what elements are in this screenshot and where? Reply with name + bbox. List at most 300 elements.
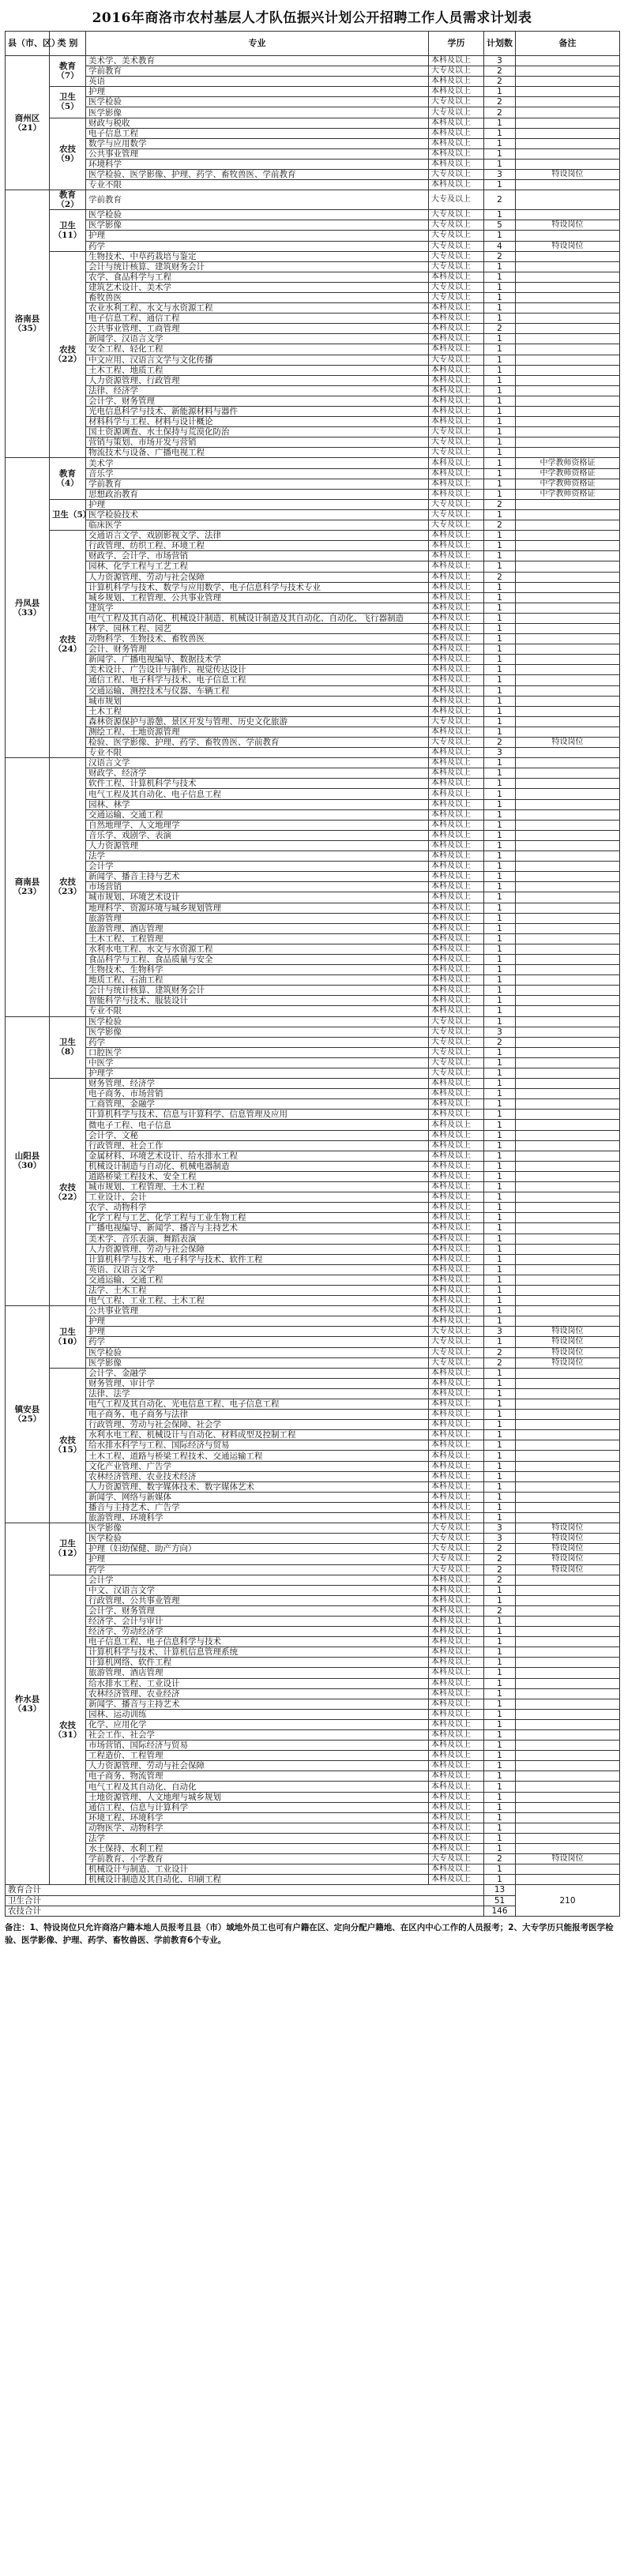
- major-cell: 人力资源管理、劳动与社会保障: [86, 1761, 429, 1771]
- major-cell: 护理: [86, 87, 429, 97]
- note-cell: 特设岗位: [516, 1523, 620, 1534]
- plan-count-cell: 1: [484, 923, 516, 933]
- education-cell: 本科及以上: [429, 634, 484, 644]
- table-row: [6, 407, 620, 417]
- plan-count-cell: 1: [484, 1223, 516, 1234]
- table-row: [6, 1120, 620, 1130]
- plan-count-cell: 2: [484, 1544, 516, 1554]
- note-cell: [516, 696, 620, 706]
- education-cell: 大专及以上: [429, 427, 484, 437]
- major-cell: 美术设计、广告设计与制作、视觉传达设计: [86, 665, 429, 675]
- plan-count-cell: 1: [484, 840, 516, 851]
- plan-count-cell: 1: [484, 1234, 516, 1244]
- note-cell: [516, 407, 620, 417]
- table-row: [6, 1481, 620, 1492]
- major-cell: 数学与应用数学: [86, 138, 429, 148]
- plan-count-cell: 1: [484, 509, 516, 520]
- education-cell: 大专及以上: [429, 1854, 484, 1864]
- major-cell: 新闻学、播音与主持艺术: [86, 1699, 429, 1709]
- plan-count-cell: 1: [484, 1844, 516, 1854]
- note-cell: [516, 1761, 620, 1771]
- note-cell: [516, 809, 620, 820]
- note-cell: [516, 840, 620, 851]
- plan-count-cell: 1: [484, 789, 516, 799]
- note-cell: 特设岗位: [516, 1854, 620, 1864]
- table-row: [6, 851, 620, 862]
- table-row: [6, 840, 620, 851]
- table-row: [6, 1047, 620, 1057]
- education-cell: 本科及以上: [429, 748, 484, 758]
- education-cell: 本科及以上: [429, 1203, 484, 1213]
- plan-count-cell: 1: [484, 1182, 516, 1192]
- plan-count-cell: 4: [484, 241, 516, 251]
- plan-count-cell: 1: [484, 292, 516, 302]
- plan-count-cell: 1: [484, 1430, 516, 1440]
- education-cell: 本科及以上: [429, 1792, 484, 1802]
- plan-count-cell: 2: [484, 572, 516, 582]
- note-cell: [516, 1120, 620, 1130]
- note-cell: [516, 944, 620, 954]
- note-cell: 特设岗位: [516, 220, 620, 231]
- plan-count-cell: 1: [484, 1461, 516, 1471]
- major-cell: 电气工程及其自动化、机械设计制造、机械设计制造及其自动化、自动化、飞行器制造: [86, 613, 429, 623]
- education-cell: 本科及以上: [429, 613, 484, 623]
- table-row: [6, 779, 620, 789]
- note-cell: [516, 56, 620, 66]
- major-cell: 安全工程、轻化工程: [86, 344, 429, 355]
- major-cell: 农学、动物科学: [86, 1203, 429, 1213]
- table-row: [6, 170, 620, 180]
- note-cell: 中学教师资格证: [516, 468, 620, 479]
- note-cell: [516, 789, 620, 799]
- header-category: 类 别: [50, 32, 86, 56]
- education-cell: 本科及以上: [429, 851, 484, 862]
- note-cell: [516, 231, 620, 241]
- category-cell: 农技 （15）: [50, 1368, 86, 1523]
- category-cell: 农技 （22）: [50, 251, 86, 458]
- plan-count-cell: 1: [484, 1658, 516, 1668]
- education-cell: 本科及以上: [429, 396, 484, 406]
- note-cell: [516, 851, 620, 862]
- plan-count-cell: 1: [484, 1595, 516, 1605]
- plan-count-cell: 1: [484, 1492, 516, 1502]
- table-row: [6, 1347, 620, 1357]
- major-cell: 电气工程、工业工程、土木工程: [86, 1296, 429, 1306]
- category-cell: 卫生 （8）: [50, 1016, 86, 1079]
- education-cell: 本科及以上: [429, 138, 484, 148]
- note-cell: [516, 913, 620, 923]
- note-cell: [516, 1875, 620, 1885]
- table-row: [6, 789, 620, 799]
- education-cell: 大专及以上: [429, 1357, 484, 1368]
- table-row: [6, 1864, 620, 1875]
- note-cell: [516, 437, 620, 448]
- education-cell: 大专及以上: [429, 1057, 484, 1068]
- education-cell: 本科及以上: [429, 1182, 484, 1192]
- education-cell: 本科及以上: [429, 975, 484, 986]
- major-cell: 软件工程、计算机科学与技术: [86, 779, 429, 789]
- major-cell: 新闻学、广播电视编导、数据技术学: [86, 655, 429, 665]
- county-cell: 镇安县 （25）: [6, 1306, 50, 1523]
- education-cell: 大专及以上: [429, 716, 484, 727]
- major-cell: 行政管理、公共事业管理: [86, 1595, 429, 1605]
- header-plan: 计划数: [484, 32, 516, 56]
- note-cell: [516, 1637, 620, 1647]
- table-row: [6, 1079, 620, 1089]
- note-cell: [516, 1492, 620, 1502]
- education-cell: 本科及以上: [429, 1709, 484, 1719]
- plan-count-cell: 1: [484, 665, 516, 675]
- table-row: [6, 996, 620, 1006]
- education-cell: 本科及以上: [429, 933, 484, 944]
- education-cell: 本科及以上: [429, 1110, 484, 1120]
- education-cell: 本科及以上: [429, 458, 484, 468]
- note-cell: [516, 87, 620, 97]
- major-cell: 电气工程及其自动化、电子信息工程: [86, 789, 429, 799]
- table-row: [6, 1254, 620, 1264]
- note-cell: [516, 1420, 620, 1430]
- education-cell: 本科及以上: [429, 779, 484, 789]
- education-cell: 本科及以上: [429, 727, 484, 737]
- education-cell: 本科及以上: [429, 324, 484, 334]
- table-row: [6, 1575, 620, 1585]
- plan-count-cell: 1: [484, 210, 516, 220]
- plan-count-cell: 1: [484, 1513, 516, 1523]
- note-cell: [516, 613, 620, 623]
- table-row: [6, 758, 620, 768]
- plan-count-cell: 1: [484, 344, 516, 355]
- education-cell: 本科及以上: [429, 1627, 484, 1637]
- major-cell: 中文、汉语言文学: [86, 1585, 429, 1595]
- category-cell: 教育 （4）: [50, 458, 86, 499]
- education-cell: 本科及以上: [429, 1171, 484, 1181]
- table-row: [6, 1492, 620, 1502]
- table-row: [6, 1234, 620, 1244]
- table-row: [6, 261, 620, 272]
- education-cell: 本科及以上: [429, 1595, 484, 1605]
- table-row: [6, 1523, 620, 1534]
- education-cell: 大专及以上: [429, 1047, 484, 1057]
- major-cell: 旅游管理、环境科学: [86, 1513, 429, 1523]
- education-cell: 本科及以上: [429, 758, 484, 768]
- plan-count-cell: 1: [484, 272, 516, 282]
- major-cell: 智能科学与技术、服装设计: [86, 996, 429, 1006]
- major-cell: 交通运输、测控技术与仪器、车辆工程: [86, 685, 429, 696]
- table-row: [6, 1213, 620, 1223]
- major-cell: 测绘工程、土地资源管理: [86, 727, 429, 737]
- note-cell: [516, 1285, 620, 1295]
- note-cell: [516, 1771, 620, 1782]
- table-row: [6, 1637, 620, 1647]
- education-cell: 本科及以上: [429, 1120, 484, 1130]
- major-cell: 医学影像: [86, 1027, 429, 1037]
- note-cell: [516, 965, 620, 975]
- major-cell: 电子商务、物流管理: [86, 1771, 429, 1782]
- major-cell: 交通运输、交通工程: [86, 1275, 429, 1285]
- plan-count-cell: 1: [484, 1782, 516, 1792]
- plan-count-cell: 1: [484, 365, 516, 375]
- major-cell: 水土保持、水利工程: [86, 1844, 429, 1854]
- table-row: [6, 292, 620, 302]
- table-row: [6, 1802, 620, 1812]
- education-cell: 本科及以上: [429, 1678, 484, 1688]
- major-cell: 人力资源管理、行政管理: [86, 375, 429, 385]
- plan-count-cell: 1: [484, 820, 516, 830]
- education-cell: 本科及以上: [429, 1130, 484, 1140]
- plan-count-cell: 1: [484, 1368, 516, 1378]
- plan-count-cell: 1: [484, 1730, 516, 1740]
- plan-count-cell: 1: [484, 1337, 516, 1347]
- table-row: [6, 458, 620, 468]
- plan-count-cell: 1: [484, 1440, 516, 1451]
- table-row: [6, 685, 620, 696]
- major-cell: 建筑学: [86, 603, 429, 613]
- major-cell: 护理: [86, 1327, 429, 1337]
- major-cell: 生物技术、中草药栽培与鉴定: [86, 251, 429, 261]
- note-cell: [516, 1027, 620, 1037]
- major-cell: 法学: [86, 851, 429, 862]
- education-cell: 本科及以上: [429, 820, 484, 830]
- note-cell: 中学教师资格证: [516, 479, 620, 489]
- plan-count-cell: 3: [484, 1534, 516, 1544]
- education-cell: 本科及以上: [429, 1719, 484, 1729]
- note-cell: [516, 572, 620, 582]
- education-cell: 大专及以上: [429, 220, 484, 231]
- major-cell: 会计与统计核算、建筑财务会计: [86, 986, 429, 996]
- plan-count-cell: 1: [484, 1130, 516, 1140]
- education-cell: 本科及以上: [429, 1668, 484, 1678]
- plan-count-cell: 2: [484, 324, 516, 334]
- education-cell: 本科及以上: [429, 1585, 484, 1595]
- plan-count-cell: 2: [484, 1037, 516, 1047]
- plan-count-cell: 1: [484, 799, 516, 809]
- education-cell: 本科及以上: [429, 551, 484, 561]
- note-cell: [516, 1605, 620, 1616]
- plan-count-cell: 3: [484, 56, 516, 66]
- major-cell: 计算机科学与技术、电子科学与技术、软件工程: [86, 1254, 429, 1264]
- note-cell: [516, 1678, 620, 1688]
- note-cell: [516, 954, 620, 964]
- note-cell: [516, 520, 620, 531]
- plan-count-cell: 1: [484, 1751, 516, 1761]
- education-cell: 本科及以上: [429, 1844, 484, 1854]
- major-cell: 护理学: [86, 1068, 429, 1079]
- major-cell: 园林、林学: [86, 799, 429, 809]
- table-row: [6, 107, 620, 118]
- note-cell: [516, 1802, 620, 1812]
- major-cell: 文化产业管理、广告学: [86, 1461, 429, 1471]
- plan-count-cell: 1: [484, 1833, 516, 1843]
- plan-count-cell: 1: [484, 1264, 516, 1275]
- education-cell: 本科及以上: [429, 913, 484, 923]
- table-row: [6, 738, 620, 748]
- major-cell: 医学检验、医学影像、护理、药学、畜牧兽医、学前教育: [86, 170, 429, 180]
- table-row: [6, 1430, 620, 1440]
- plan-count-cell: 1: [484, 1203, 516, 1213]
- major-cell: 农业水利工程、水文与水资源工程: [86, 303, 429, 314]
- note-cell: [516, 1823, 620, 1833]
- major-cell: 光电信息科学与技术、新能源材料与器件: [86, 407, 429, 417]
- major-cell: 中文应用、汉语言文学与文化传播: [86, 355, 429, 365]
- county-cell: 柞水县 （43）: [6, 1523, 50, 1885]
- table-row: [6, 1699, 620, 1709]
- total-value: 146: [484, 1906, 516, 1916]
- major-cell: 环境科学: [86, 159, 429, 169]
- plan-count-cell: 1: [484, 87, 516, 97]
- note-cell: [516, 1699, 620, 1709]
- category-cell: 卫生 （12）: [50, 1523, 86, 1575]
- major-cell: 电子商务、电子商务与法律: [86, 1410, 429, 1420]
- table-row: [6, 531, 620, 541]
- education-cell: 本科及以上: [429, 675, 484, 685]
- note-cell: [516, 799, 620, 809]
- note-cell: [516, 314, 620, 324]
- table-row: [6, 1337, 620, 1347]
- table-row: [6, 975, 620, 986]
- education-cell: 本科及以上: [429, 148, 484, 159]
- note-cell: [516, 396, 620, 406]
- major-cell: 自然地理学、人文地理学: [86, 820, 429, 830]
- note-cell: [516, 1688, 620, 1699]
- plan-count-cell: 1: [484, 1471, 516, 1481]
- plan-count-cell: 1: [484, 458, 516, 468]
- note-cell: [516, 1264, 620, 1275]
- table-row: [6, 665, 620, 675]
- major-cell: 社会工作、社会学: [86, 1730, 429, 1740]
- table-row: [6, 541, 620, 551]
- education-cell: 本科及以上: [429, 799, 484, 809]
- education-cell: 本科及以上: [429, 1285, 484, 1295]
- plan-count-cell: 1: [484, 385, 516, 396]
- plan-count-cell: 1: [484, 1171, 516, 1181]
- note-cell: [516, 261, 620, 272]
- education-cell: 大专及以上: [429, 282, 484, 292]
- note-cell: [516, 1585, 620, 1595]
- major-cell: 土木工程、地质工程: [86, 365, 429, 375]
- major-cell: 专业不限: [86, 1006, 429, 1016]
- table-row: [6, 954, 620, 964]
- education-cell: 本科及以上: [429, 1161, 484, 1171]
- major-cell: 旅游管理、酒店管理: [86, 1668, 429, 1678]
- note-cell: [516, 1223, 620, 1234]
- plan-count-cell: 1: [484, 180, 516, 190]
- plan-count-cell: 1: [484, 375, 516, 385]
- table-row: [6, 344, 620, 355]
- major-cell: 计算机网络、软件工程: [86, 1658, 429, 1668]
- table-row: [6, 1264, 620, 1275]
- education-cell: 大专及以上: [429, 107, 484, 118]
- table-row: [6, 210, 620, 220]
- plan-count-cell: 2: [484, 1357, 516, 1368]
- table-row: [6, 448, 620, 458]
- plan-count-cell: 1: [484, 706, 516, 716]
- education-cell: 本科及以上: [429, 954, 484, 964]
- education-cell: 本科及以上: [429, 531, 484, 541]
- table-row: [6, 727, 620, 737]
- table-row: [6, 655, 620, 665]
- education-cell: 大专及以上: [429, 1327, 484, 1337]
- education-cell: 大专及以上: [429, 1016, 484, 1027]
- major-cell: 机械设计制造与自动化、机械电器制造: [86, 1161, 429, 1171]
- table-row: [6, 1554, 620, 1564]
- plan-count-cell: 1: [484, 128, 516, 138]
- education-cell: 大专及以上: [429, 1027, 484, 1037]
- county-cell: 商州区 （21）: [6, 56, 50, 190]
- plan-count-cell: 1: [484, 231, 516, 241]
- major-cell: 电子商务、市场营销: [86, 1089, 429, 1099]
- table-row: [6, 1471, 620, 1481]
- plan-count-cell: 1: [484, 830, 516, 840]
- page-title: 2016年商洛市农村基层人才队伍振兴计划公开招聘工作人员需求计划表: [92, 10, 532, 26]
- note-cell: [516, 1110, 620, 1120]
- table-row: [6, 1792, 620, 1802]
- plan-count-cell: 1: [484, 437, 516, 448]
- education-cell: 本科及以上: [429, 903, 484, 913]
- education-cell: 大专及以上: [429, 97, 484, 107]
- major-cell: 机械设计与制造、工业设计: [86, 1864, 429, 1875]
- note-cell: [516, 1099, 620, 1110]
- major-cell: 学前教育、小学教育: [86, 1854, 429, 1864]
- education-cell: 大专及以上: [429, 509, 484, 520]
- table-row: [6, 1875, 620, 1885]
- table-row: [6, 1399, 620, 1410]
- education-cell: 本科及以上: [429, 365, 484, 375]
- note-cell: [516, 272, 620, 282]
- education-cell: 本科及以上: [429, 923, 484, 933]
- education-cell: 本科及以上: [429, 892, 484, 903]
- major-cell: 护理（妇幼保健、助产方向）: [86, 1544, 429, 1554]
- education-cell: 本科及以上: [429, 1254, 484, 1264]
- note-cell: [516, 499, 620, 509]
- note-cell: [516, 417, 620, 427]
- plan-count-cell: 1: [484, 1451, 516, 1461]
- table-row: [6, 303, 620, 314]
- table-row: [6, 696, 620, 706]
- note-cell: [516, 1234, 620, 1244]
- plan-count-cell: 1: [484, 334, 516, 344]
- plan-count-cell: 1: [484, 479, 516, 489]
- education-cell: 大专及以上: [429, 1544, 484, 1554]
- plan-count-cell: 1: [484, 613, 516, 623]
- plan-count-cell: 1: [484, 1068, 516, 1079]
- plan-count-cell: 2: [484, 107, 516, 118]
- table-row: [6, 314, 620, 324]
- education-cell: 本科及以上: [429, 489, 484, 499]
- table-row: [6, 479, 620, 489]
- education-cell: 本科及以上: [429, 1223, 484, 1234]
- table-row: [6, 355, 620, 365]
- major-cell: 城市规划、工程管理、土木工程: [86, 1182, 429, 1192]
- education-cell: 本科及以上: [429, 1575, 484, 1585]
- plan-count-cell: 1: [484, 1420, 516, 1430]
- table-row: [6, 1440, 620, 1451]
- table-row: [6, 748, 620, 758]
- major-cell: 音乐学: [86, 468, 429, 479]
- note-cell: [516, 592, 620, 603]
- education-cell: 本科及以上: [429, 789, 484, 799]
- education-cell: 本科及以上: [429, 1378, 484, 1388]
- education-cell: 本科及以上: [429, 1875, 484, 1885]
- table-row: [6, 1057, 620, 1068]
- education-cell: 本科及以上: [429, 1006, 484, 1016]
- major-cell: 公共事业管理: [86, 148, 429, 159]
- note-cell: [516, 923, 620, 933]
- table-row: [6, 1140, 620, 1151]
- plan-count-cell: 1: [484, 314, 516, 324]
- category-cell: 卫生 （5）: [50, 87, 86, 118]
- note-cell: [516, 1812, 620, 1823]
- note-cell: [516, 1016, 620, 1027]
